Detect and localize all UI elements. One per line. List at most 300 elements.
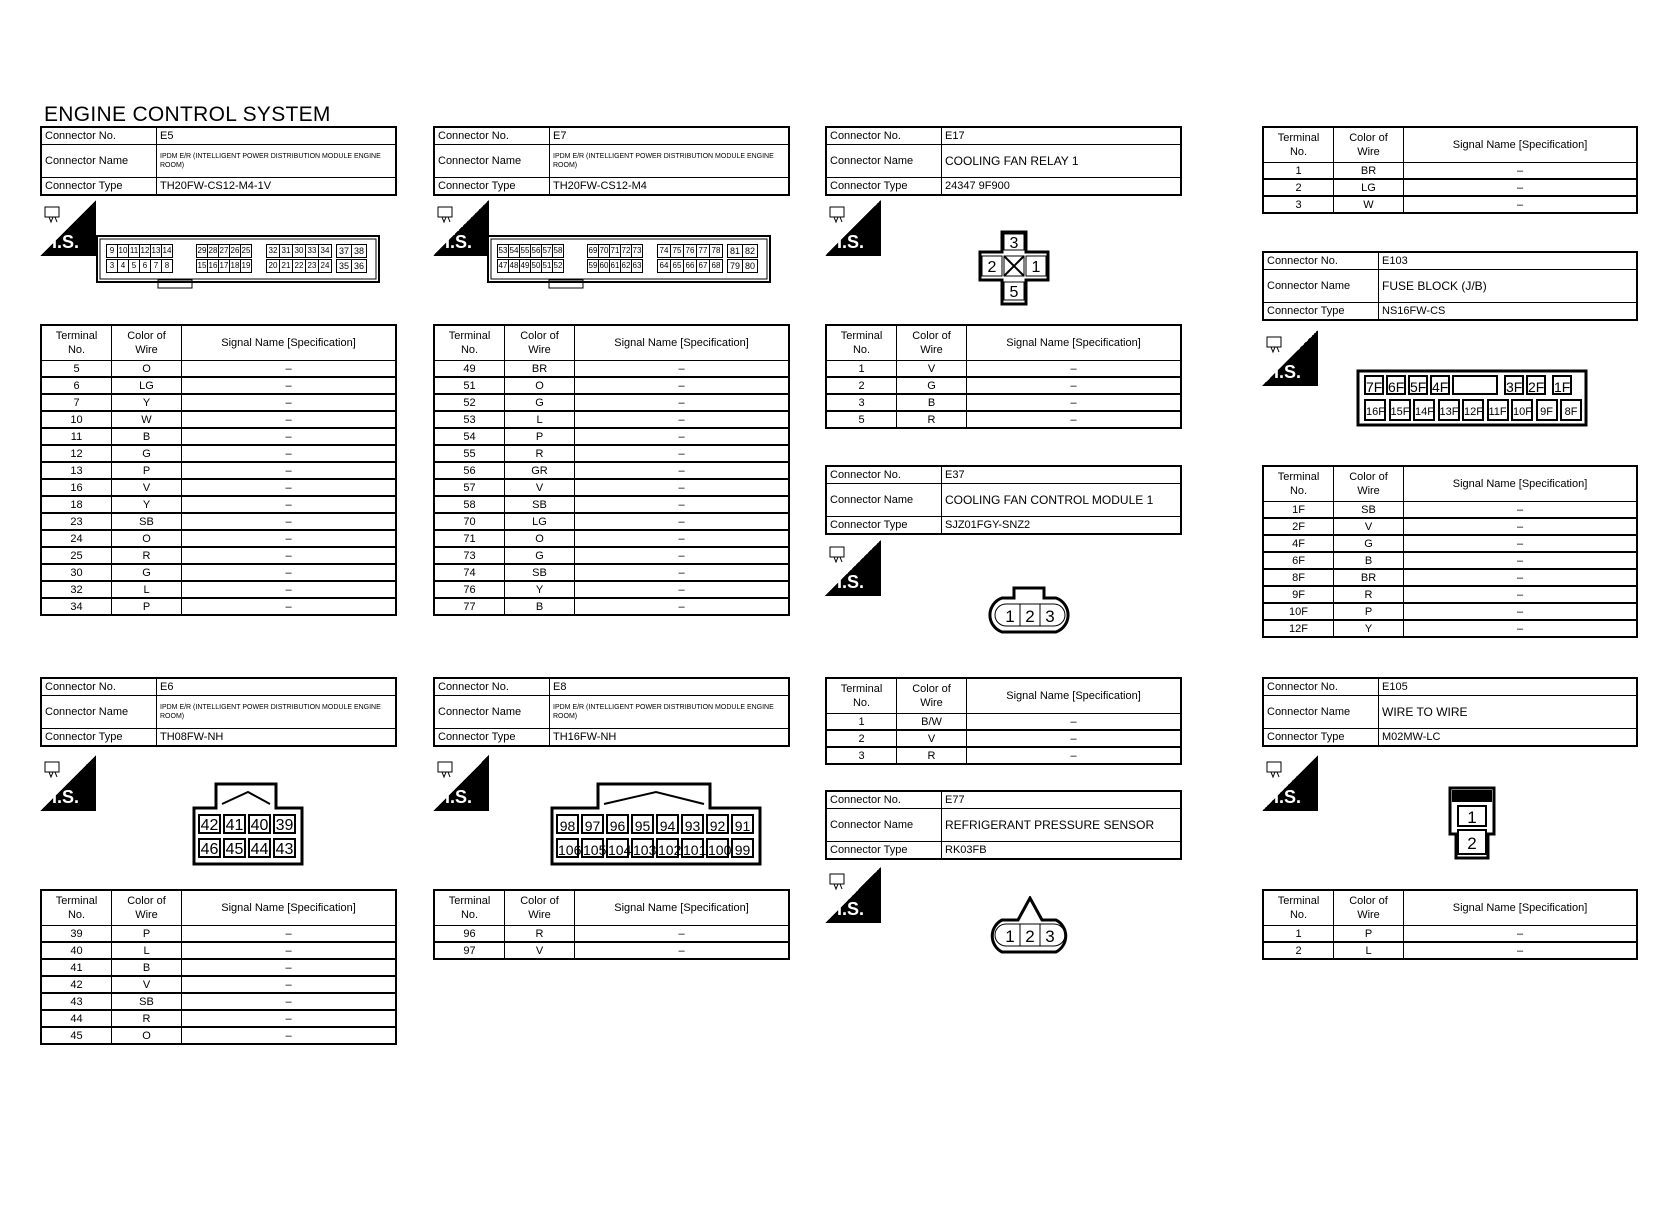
pin: 42 <box>198 814 221 834</box>
terminal-no: 6F <box>1263 552 1334 569</box>
pin: 11 <box>128 244 140 258</box>
connector-name: IPDM E/R (INTELLIGENT POWER DISTRIBUTION MODULE ENGINE ROOM) <box>550 145 790 178</box>
table-row <box>41 993 396 1010</box>
pin: 72 <box>620 244 632 258</box>
label: Connector No. <box>434 678 550 696</box>
pin: 10F <box>1511 399 1533 421</box>
pin: 56 <box>530 244 542 258</box>
wire-color: R <box>1334 586 1404 603</box>
page-title: ENGINE CONTROL SYSTEM <box>44 103 331 126</box>
terminal-no: 2F <box>1263 518 1334 535</box>
pin: 77 <box>696 244 710 258</box>
pin: 78 <box>709 244 723 258</box>
terminal-no: 76 <box>434 581 505 598</box>
label: Connector Name <box>434 145 550 178</box>
table-row <box>1263 179 1637 196</box>
signal-name: – <box>575 445 790 462</box>
pin: 91 <box>731 814 754 834</box>
pin: 62 <box>620 259 632 273</box>
terminal-header: Terminal No. <box>826 325 897 361</box>
pin: 2 <box>1025 927 1035 946</box>
signal-name: – <box>967 714 1182 731</box>
pin: 2 <box>1025 607 1035 626</box>
wire-color: B <box>112 428 182 445</box>
signal-name: – <box>182 564 397 581</box>
table-row <box>826 394 1181 411</box>
pin: 9F <box>1536 399 1558 421</box>
pin: 8 <box>161 259 173 273</box>
signal-name: – <box>182 581 397 598</box>
signal-name: – <box>575 428 790 445</box>
terminal-no: 41 <box>41 959 112 976</box>
signal-name: – <box>182 361 397 378</box>
pin: 93 <box>681 814 704 834</box>
connector-e5-header <box>40 126 397 196</box>
table-row <box>434 496 789 513</box>
connector-e17-diagram <box>978 230 1070 310</box>
table-row <box>41 428 396 445</box>
wire-color: O <box>112 361 182 378</box>
table-row <box>1263 552 1637 569</box>
pin: 11F <box>1487 399 1509 421</box>
wire-color: P <box>112 462 182 479</box>
signal-name: – <box>182 496 397 513</box>
pin: 66 <box>683 259 697 273</box>
pin: 16F <box>1364 399 1386 421</box>
terminal-table-e8 <box>433 889 790 960</box>
table-row <box>434 479 789 496</box>
pin: 105 <box>581 838 604 858</box>
wire-color: P <box>505 428 575 445</box>
color-header: Color of Wire <box>1334 466 1404 502</box>
signal-name: – <box>1404 196 1638 213</box>
terminal-header: Terminal No. <box>1263 127 1334 163</box>
terminal-no: 1 <box>826 714 897 731</box>
terminal-no: 58 <box>434 496 505 513</box>
pin: 15F <box>1389 399 1411 421</box>
table-row <box>1263 196 1637 213</box>
connector-name: WIRE TO WIRE <box>1379 696 1638 729</box>
hs-icon: H.S. <box>40 200 96 256</box>
table-row <box>41 959 396 976</box>
wire-color: Y <box>1334 620 1404 637</box>
signal-name: – <box>182 445 397 462</box>
terminal-no: 4F <box>1263 535 1334 552</box>
pin: 41 <box>223 814 246 834</box>
signal-name: – <box>1404 620 1638 637</box>
terminal-header: Terminal No. <box>1263 890 1334 926</box>
terminal-no: 1 <box>1263 163 1334 180</box>
terminal-no: 1 <box>826 361 897 378</box>
signal-name: – <box>575 547 790 564</box>
connector-e7-header <box>433 126 790 196</box>
terminal-no: 77 <box>434 598 505 615</box>
terminal-no: 7 <box>41 394 112 411</box>
pin: 2 <box>987 259 997 276</box>
wire-color: P <box>1334 603 1404 620</box>
connector-no: E6 <box>157 678 397 696</box>
terminal-header: Terminal No. <box>434 325 505 361</box>
wire-color: W <box>112 411 182 428</box>
connector-e105-diagram <box>1448 786 1498 862</box>
wire-color: P <box>1334 926 1404 943</box>
table-row <box>41 445 396 462</box>
wire-color: Y <box>112 496 182 513</box>
terminal-no: 57 <box>434 479 505 496</box>
wire-color: P <box>112 598 182 615</box>
hs-icon: H.S. <box>433 755 489 811</box>
terminal-no: 44 <box>41 1010 112 1027</box>
pin: 101 <box>681 838 704 858</box>
pin: 26 <box>229 244 241 258</box>
wire-color: O <box>505 377 575 394</box>
terminal-header: Terminal No. <box>826 678 897 714</box>
color-header: Color of Wire <box>505 325 575 361</box>
wire-color: BR <box>1334 163 1404 180</box>
pin: 45 <box>223 838 246 858</box>
label: Connector Name <box>826 484 942 517</box>
signal-name: – <box>575 462 790 479</box>
connector-no: E5 <box>157 127 397 145</box>
terminal-no: 10 <box>41 411 112 428</box>
signal-header: Signal Name [Specification] <box>182 325 397 361</box>
table-row <box>434 361 789 378</box>
pin: 92 <box>706 814 729 834</box>
table-row <box>1263 603 1637 620</box>
pin: 43 <box>273 838 296 858</box>
pin: 61 <box>609 259 621 273</box>
terminal-no: 39 <box>41 926 112 943</box>
pin: 100 <box>706 838 729 858</box>
label: Connector No. <box>434 127 550 145</box>
signal-name: – <box>182 394 397 411</box>
terminal-no: 3 <box>826 747 897 764</box>
table-row <box>1263 926 1637 943</box>
terminal-no: 97 <box>434 942 505 959</box>
connector-e8-diagram <box>550 782 762 866</box>
terminal-no: 24 <box>41 530 112 547</box>
pin: 33 <box>305 244 319 258</box>
wire-color: B <box>1334 552 1404 569</box>
wire-color: BR <box>1334 569 1404 586</box>
table-row <box>434 445 789 462</box>
pin: 69 <box>587 244 599 258</box>
label: Connector Name <box>1263 270 1379 303</box>
pin: 3 <box>106 259 118 273</box>
table-row <box>41 942 396 959</box>
signal-name: – <box>1404 552 1638 569</box>
signal-name: – <box>182 462 397 479</box>
table-row <box>41 564 396 581</box>
terminal-no: 2 <box>826 377 897 394</box>
pin: 17 <box>218 259 230 273</box>
signal-name: – <box>575 479 790 496</box>
table-row <box>434 530 789 547</box>
wire-color: SB <box>112 513 182 530</box>
signal-name: – <box>575 377 790 394</box>
table-row <box>826 377 1181 394</box>
terminal-no: 71 <box>434 530 505 547</box>
connector-no: E105 <box>1379 678 1638 696</box>
pin: 57 <box>541 244 553 258</box>
signal-name: – <box>1404 535 1638 552</box>
wire-color: LG <box>112 377 182 394</box>
table-row <box>1263 942 1637 959</box>
wire-color: G <box>505 547 575 564</box>
label: Connector Name <box>826 809 942 842</box>
pin: 106 <box>556 838 579 858</box>
terminal-no: 25 <box>41 547 112 564</box>
pin: 102 <box>656 838 679 858</box>
wire-color: SB <box>505 496 575 513</box>
table-row <box>41 530 396 547</box>
pin: 12F <box>1462 399 1484 421</box>
pin: 79 <box>727 259 743 273</box>
signal-name: – <box>967 730 1182 747</box>
terminal-table-e103 <box>1262 465 1638 638</box>
wire-color: BR <box>505 361 575 378</box>
label: Connector Name <box>826 145 942 178</box>
signal-name: – <box>182 530 397 547</box>
pin: 14 <box>161 244 173 258</box>
table-row <box>41 1010 396 1027</box>
pin: 46 <box>198 838 221 858</box>
wire-color: L <box>505 411 575 428</box>
pin: 8F <box>1560 399 1582 421</box>
connector-name: COOLING FAN CONTROL MODULE 1 <box>942 484 1182 517</box>
table-row <box>1263 620 1637 637</box>
pin: 63 <box>631 259 643 273</box>
signal-name: – <box>182 959 397 976</box>
pin: 48 <box>508 259 520 273</box>
table-row <box>1263 535 1637 552</box>
label: Connector Type <box>434 729 550 747</box>
color-header: Color of Wire <box>1334 890 1404 926</box>
wire-color: R <box>505 926 575 943</box>
wire-color: V <box>112 976 182 993</box>
terminal-no: 6 <box>41 377 112 394</box>
terminal-header: Terminal No. <box>434 890 505 926</box>
signal-name: – <box>182 942 397 959</box>
pin: 52 <box>552 259 564 273</box>
pin: 54 <box>508 244 520 258</box>
connector-e103-header <box>1262 251 1638 321</box>
label: Connector No. <box>826 466 942 484</box>
terminal-table-e37 <box>825 677 1182 765</box>
connector-no: E77 <box>942 791 1182 809</box>
signal-name: – <box>575 942 790 959</box>
signal-header: Signal Name [Specification] <box>967 678 1182 714</box>
connector-type: NS16FW-CS <box>1379 303 1638 321</box>
table-row <box>41 547 396 564</box>
table-row <box>434 428 789 445</box>
table-row <box>41 598 396 615</box>
connector-e6-diagram <box>192 782 302 866</box>
table-row <box>434 581 789 598</box>
signal-header: Signal Name [Specification] <box>182 890 397 926</box>
pin: 58 <box>552 244 564 258</box>
color-header: Color of Wire <box>505 890 575 926</box>
terminal-no: 16 <box>41 479 112 496</box>
terminal-no: 56 <box>434 462 505 479</box>
wire-color: L <box>112 581 182 598</box>
pin: 20 <box>266 259 280 273</box>
connector-type: TH16FW-NH <box>550 729 790 747</box>
table-row <box>434 942 789 959</box>
hs-icon: H.S. <box>825 867 881 923</box>
signal-name: – <box>967 394 1182 411</box>
connector-e77-header <box>825 790 1182 860</box>
table-row <box>41 513 396 530</box>
signal-name: – <box>575 361 790 378</box>
wire-color: SB <box>112 993 182 1010</box>
wire-color: V <box>897 361 967 378</box>
connector-no: E103 <box>1379 252 1638 270</box>
pin: 12 <box>139 244 151 258</box>
pin: 95 <box>631 814 654 834</box>
terminal-no: 2 <box>1263 179 1334 196</box>
terminal-no: 55 <box>434 445 505 462</box>
wire-color: G <box>1334 535 1404 552</box>
connector-e6-header <box>40 677 397 747</box>
label: Connector No. <box>1263 252 1379 270</box>
wire-color: B <box>112 959 182 976</box>
table-row <box>434 377 789 394</box>
signal-name: – <box>1404 586 1638 603</box>
signal-name: – <box>575 926 790 943</box>
signal-name: – <box>1404 502 1638 519</box>
pin: 49 <box>519 259 531 273</box>
signal-name: – <box>575 598 790 615</box>
terminal-no: 74 <box>434 564 505 581</box>
connector-no: E8 <box>550 678 790 696</box>
pin: 4 <box>117 259 129 273</box>
signal-name: – <box>575 394 790 411</box>
label: Connector No. <box>1263 678 1379 696</box>
pin: 29 <box>196 244 208 258</box>
connector-name: IPDM E/R (INTELLIGENT POWER DISTRIBUTION MODULE ENGINE ROOM) <box>157 696 397 729</box>
pin: 59 <box>587 259 599 273</box>
terminal-no: 30 <box>41 564 112 581</box>
wire-color: V <box>505 942 575 959</box>
terminal-no: 2 <box>1263 942 1334 959</box>
connector-type: RK03FB <box>942 842 1182 860</box>
pin: 3 <box>1009 235 1019 252</box>
pin: 3F <box>1504 375 1524 395</box>
pin: 32 <box>266 244 280 258</box>
pin: 30 <box>292 244 306 258</box>
pin: 23 <box>305 259 319 273</box>
pin: 24 <box>318 259 332 273</box>
pin: 1 <box>1467 808 1477 827</box>
terminal-no: 43 <box>41 993 112 1010</box>
signal-name: – <box>967 361 1182 378</box>
connector-no: E17 <box>942 127 1182 145</box>
pin: 5 <box>1009 284 1019 301</box>
terminal-no: 9F <box>1263 586 1334 603</box>
pin: 9 <box>106 244 118 258</box>
terminal-no: 1 <box>1263 926 1334 943</box>
pin: 68 <box>709 259 723 273</box>
terminal-no: 96 <box>434 926 505 943</box>
label: Connector Name <box>41 696 157 729</box>
wire-color: V <box>112 479 182 496</box>
pin: 34 <box>318 244 332 258</box>
wire-color: O <box>112 1027 182 1044</box>
table-row <box>41 479 396 496</box>
hs-icon: H.S. <box>1262 755 1318 811</box>
table-row <box>826 747 1181 764</box>
signal-name: – <box>182 598 397 615</box>
terminal-no: 70 <box>434 513 505 530</box>
table-row <box>41 926 396 943</box>
terminal-no: 18 <box>41 496 112 513</box>
pin: 39 <box>273 814 296 834</box>
pin: 5 <box>128 259 140 273</box>
signal-name: – <box>182 1010 397 1027</box>
color-header: Color of Wire <box>1334 127 1404 163</box>
pin: 3 <box>1045 607 1055 626</box>
wire-color: G <box>112 445 182 462</box>
pin: 65 <box>670 259 684 273</box>
wire-color: R <box>112 1010 182 1027</box>
wire-color: O <box>505 530 575 547</box>
pin: 40 <box>248 814 271 834</box>
table-row <box>41 581 396 598</box>
connector-type: TH20FW-CS12-M4 <box>550 178 790 196</box>
signal-name: – <box>182 547 397 564</box>
pin: 73 <box>631 244 643 258</box>
terminal-header: Terminal No. <box>41 890 112 926</box>
signal-name: – <box>967 411 1182 428</box>
pin: 75 <box>670 244 684 258</box>
connector-e77-diagram <box>980 896 1080 954</box>
pin: 97 <box>581 814 604 834</box>
signal-name: – <box>182 993 397 1010</box>
terminal-no: 53 <box>434 411 505 428</box>
signal-name: – <box>182 479 397 496</box>
pin: 103 <box>631 838 654 858</box>
pin: 1F <box>1552 375 1572 395</box>
pin: 98 <box>556 814 579 834</box>
table-row <box>826 730 1181 747</box>
pin: 15 <box>196 259 208 273</box>
table-row <box>434 411 789 428</box>
signal-name: – <box>575 411 790 428</box>
terminal-no: 23 <box>41 513 112 530</box>
terminal-no: 73 <box>434 547 505 564</box>
table-row <box>1263 586 1637 603</box>
wire-color: V <box>505 479 575 496</box>
wire-color: G <box>897 377 967 394</box>
wire-color: L <box>112 942 182 959</box>
table-row <box>1263 569 1637 586</box>
pin: 37 <box>336 244 352 258</box>
table-row <box>434 564 789 581</box>
wire-color: P <box>112 926 182 943</box>
signal-name: – <box>1404 926 1638 943</box>
table-row <box>434 513 789 530</box>
pin: 36 <box>351 259 367 273</box>
hs-icon: H.S. <box>1262 330 1318 386</box>
table-row <box>41 377 396 394</box>
terminal-no: 54 <box>434 428 505 445</box>
signal-header: Signal Name [Specification] <box>967 325 1182 361</box>
signal-name: – <box>182 513 397 530</box>
signal-name: – <box>1404 569 1638 586</box>
wire-color: W <box>1334 196 1404 213</box>
terminal-no: 3 <box>826 394 897 411</box>
